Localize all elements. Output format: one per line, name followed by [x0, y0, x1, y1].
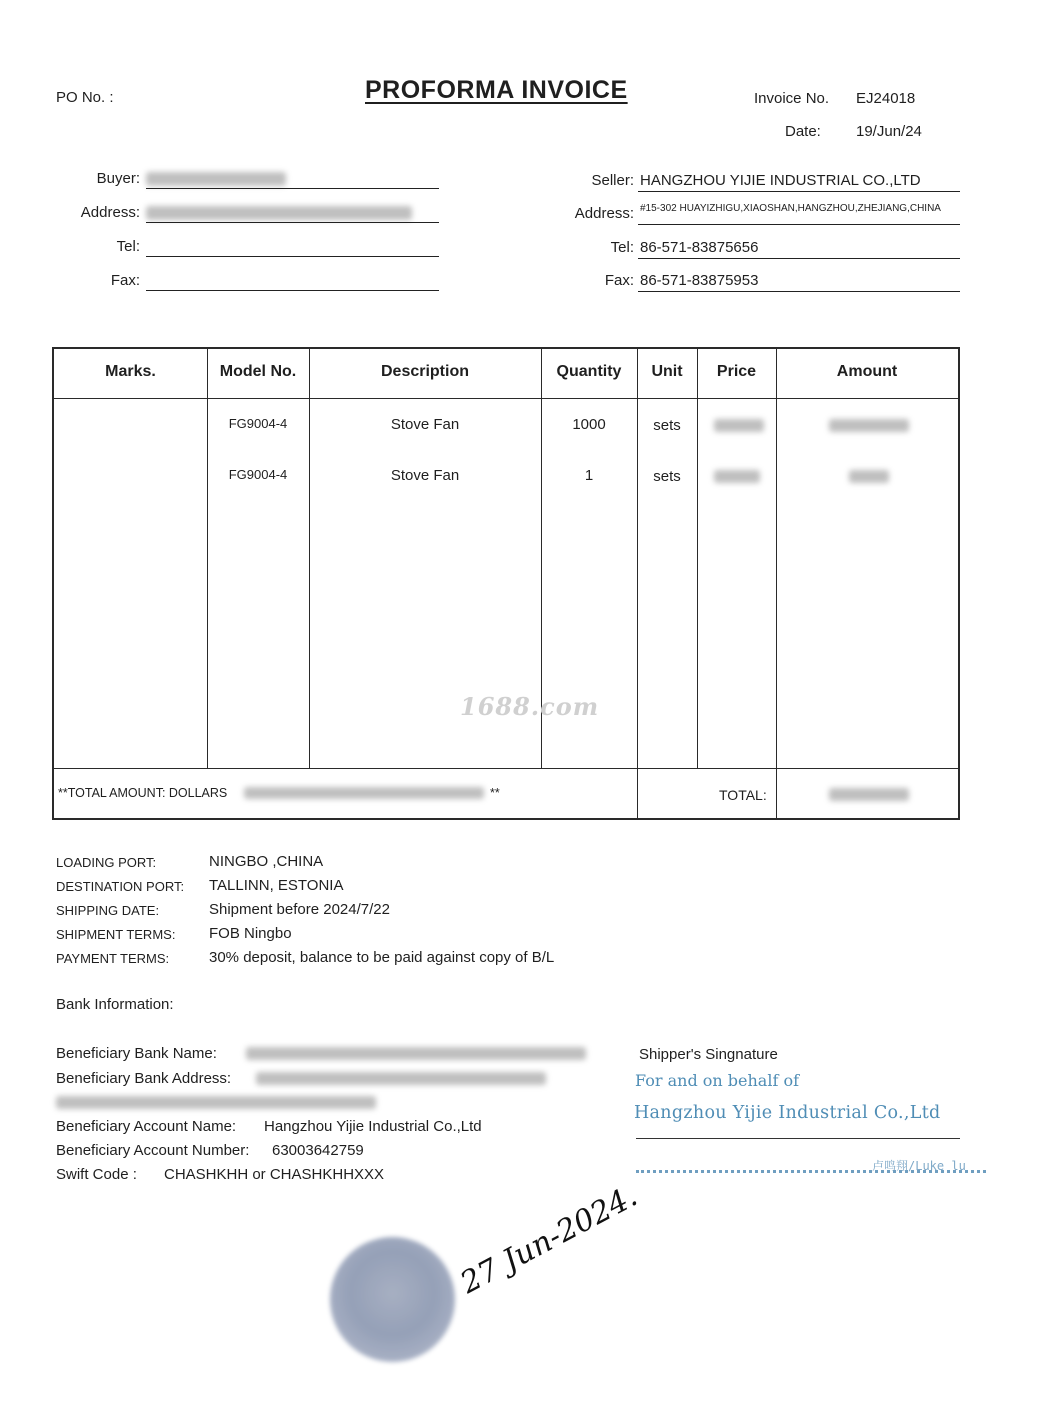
- total-divider: [54, 768, 958, 769]
- col-divider: [309, 349, 310, 768]
- signer-name: 卢鸣翔/Luke lu: [872, 1159, 966, 1173]
- seller-address-line: [638, 224, 960, 225]
- row1-price-redacted: [714, 419, 764, 432]
- buyer-line: [146, 188, 439, 189]
- destination-port: TALLINN, ESTONIA: [209, 877, 344, 894]
- invoice-number-label: Invoice No.: [754, 90, 830, 107]
- seller-label: Seller:: [591, 172, 634, 189]
- row1-amount-redacted: [829, 419, 909, 432]
- loading-port-label: LOADING PORT:: [56, 855, 157, 870]
- bank-name-redacted: [246, 1047, 586, 1060]
- account-number-label: Beneficiary Account Number:: [56, 1142, 250, 1159]
- total-label: TOTAL:: [719, 787, 767, 803]
- seller-address: #15-302 HUAYIZHIGU,XIAOSHAN,HANGZHOU,ZHEJIANG,CHINA: [640, 203, 941, 214]
- header-marks: Marks.: [105, 363, 156, 380]
- buyer-address-line: [146, 222, 439, 223]
- bank-address-label: Beneficiary Bank Address:: [56, 1070, 232, 1087]
- account-number: 63003642759: [272, 1142, 364, 1159]
- company-seal: [330, 1237, 455, 1362]
- watermark: 1688.com: [460, 692, 600, 721]
- col-divider: [697, 349, 698, 768]
- row1-unit: sets: [653, 417, 681, 434]
- header-unit: Unit: [651, 363, 683, 380]
- dotted-line: [636, 1170, 986, 1173]
- po-number-label: PO No. :: [56, 89, 114, 106]
- col-divider: [776, 349, 777, 818]
- account-name-label: Beneficiary Account Name:: [56, 1118, 237, 1135]
- shipment-terms-label: SHIPMENT TERMS:: [56, 927, 176, 942]
- buyer-label: Buyer:: [96, 170, 140, 187]
- shipping-date: Shipment before 2024/7/22: [209, 901, 390, 918]
- on-behalf-stamp: For and on behalf of: [635, 1071, 800, 1090]
- shipping-date-label: SHIPPING DATE:: [56, 903, 160, 918]
- seller-address-label: Address:: [574, 205, 634, 222]
- buyer-address-label: Address:: [80, 204, 140, 221]
- seller-fax-line: [638, 291, 960, 292]
- header-model: Model No.: [219, 363, 297, 380]
- handwritten-date: 27 Jun-2024.: [455, 1178, 644, 1301]
- header-divider: [54, 398, 958, 399]
- swift-code-label: Swift Code :: [56, 1166, 137, 1183]
- total-words-suffix: **: [490, 786, 500, 800]
- header-description: Description: [380, 363, 469, 380]
- seller-line: [638, 191, 960, 192]
- total-amount-redacted: [829, 788, 909, 801]
- row2-unit: sets: [653, 468, 681, 485]
- company-stamp: Hangzhou Yijie Industrial Co.,Ltd: [634, 1103, 941, 1123]
- date-label: Date:: [785, 123, 821, 140]
- seller-fax: 86-571-83875953: [640, 272, 759, 289]
- bank-info-heading: Bank Information:: [56, 996, 174, 1013]
- seller-name: HANGZHOU YIJIE INDUSTRIAL CO.,LTD: [640, 172, 921, 189]
- signature-line: [636, 1138, 960, 1139]
- buyer-redacted: [146, 172, 286, 186]
- header-price: Price: [716, 363, 757, 380]
- row1-quantity: 1000: [572, 416, 606, 433]
- shipper-signature-label: Shipper's Singnature: [639, 1046, 778, 1063]
- loading-port: NINGBO ,CHINA: [209, 853, 324, 870]
- buyer-address-redacted: [146, 206, 412, 220]
- row2-price-redacted: [714, 470, 760, 483]
- seller-tel-line: [638, 258, 960, 259]
- invoice-date: 19/Jun/24: [856, 123, 922, 140]
- buyer-tel-label: Tel:: [116, 238, 140, 255]
- bank-address-redacted-2: [56, 1096, 376, 1109]
- total-words-label: **TOTAL AMOUNT: DOLLARS: [58, 786, 228, 800]
- account-name: Hangzhou Yijie Industrial Co.,Ltd: [264, 1118, 482, 1135]
- destination-port-label: DESTINATION PORT:: [56, 879, 185, 894]
- seller-tel-label: Tel:: [610, 239, 634, 256]
- payment-terms: 30% deposit, balance to be paid against copy of B/L: [209, 949, 555, 966]
- header-quantity: Quantity: [556, 363, 622, 380]
- bank-address-redacted: [256, 1072, 546, 1085]
- buyer-tel-line: [146, 256, 439, 257]
- header-amount: Amount: [836, 363, 898, 380]
- document-title: PROFORMA INVOICE: [365, 76, 628, 104]
- swift-code: CHASHKHH or CHASHKHHXXX: [164, 1166, 385, 1183]
- total-words-redacted: [244, 787, 484, 799]
- items-table: [52, 347, 960, 820]
- row2-amount-redacted: [849, 470, 889, 483]
- row2-quantity: 1: [584, 467, 594, 484]
- col-divider: [207, 349, 208, 768]
- shipment-terms: FOB Ningbo: [209, 925, 292, 942]
- row1-model: FG9004-4: [228, 416, 288, 431]
- row2-model: FG9004-4: [228, 467, 288, 482]
- bank-name-label: Beneficiary Bank Name:: [56, 1045, 217, 1062]
- payment-terms-label: PAYMENT TERMS:: [56, 951, 170, 966]
- buyer-fax-label: Fax:: [110, 272, 140, 289]
- seller-fax-label: Fax:: [604, 272, 634, 289]
- buyer-fax-line: [146, 290, 439, 291]
- invoice-number: EJ24018: [856, 90, 916, 107]
- row2-description: Stove Fan: [390, 467, 460, 484]
- row1-description: Stove Fan: [390, 416, 460, 433]
- seller-tel: 86-571-83875656: [640, 239, 759, 256]
